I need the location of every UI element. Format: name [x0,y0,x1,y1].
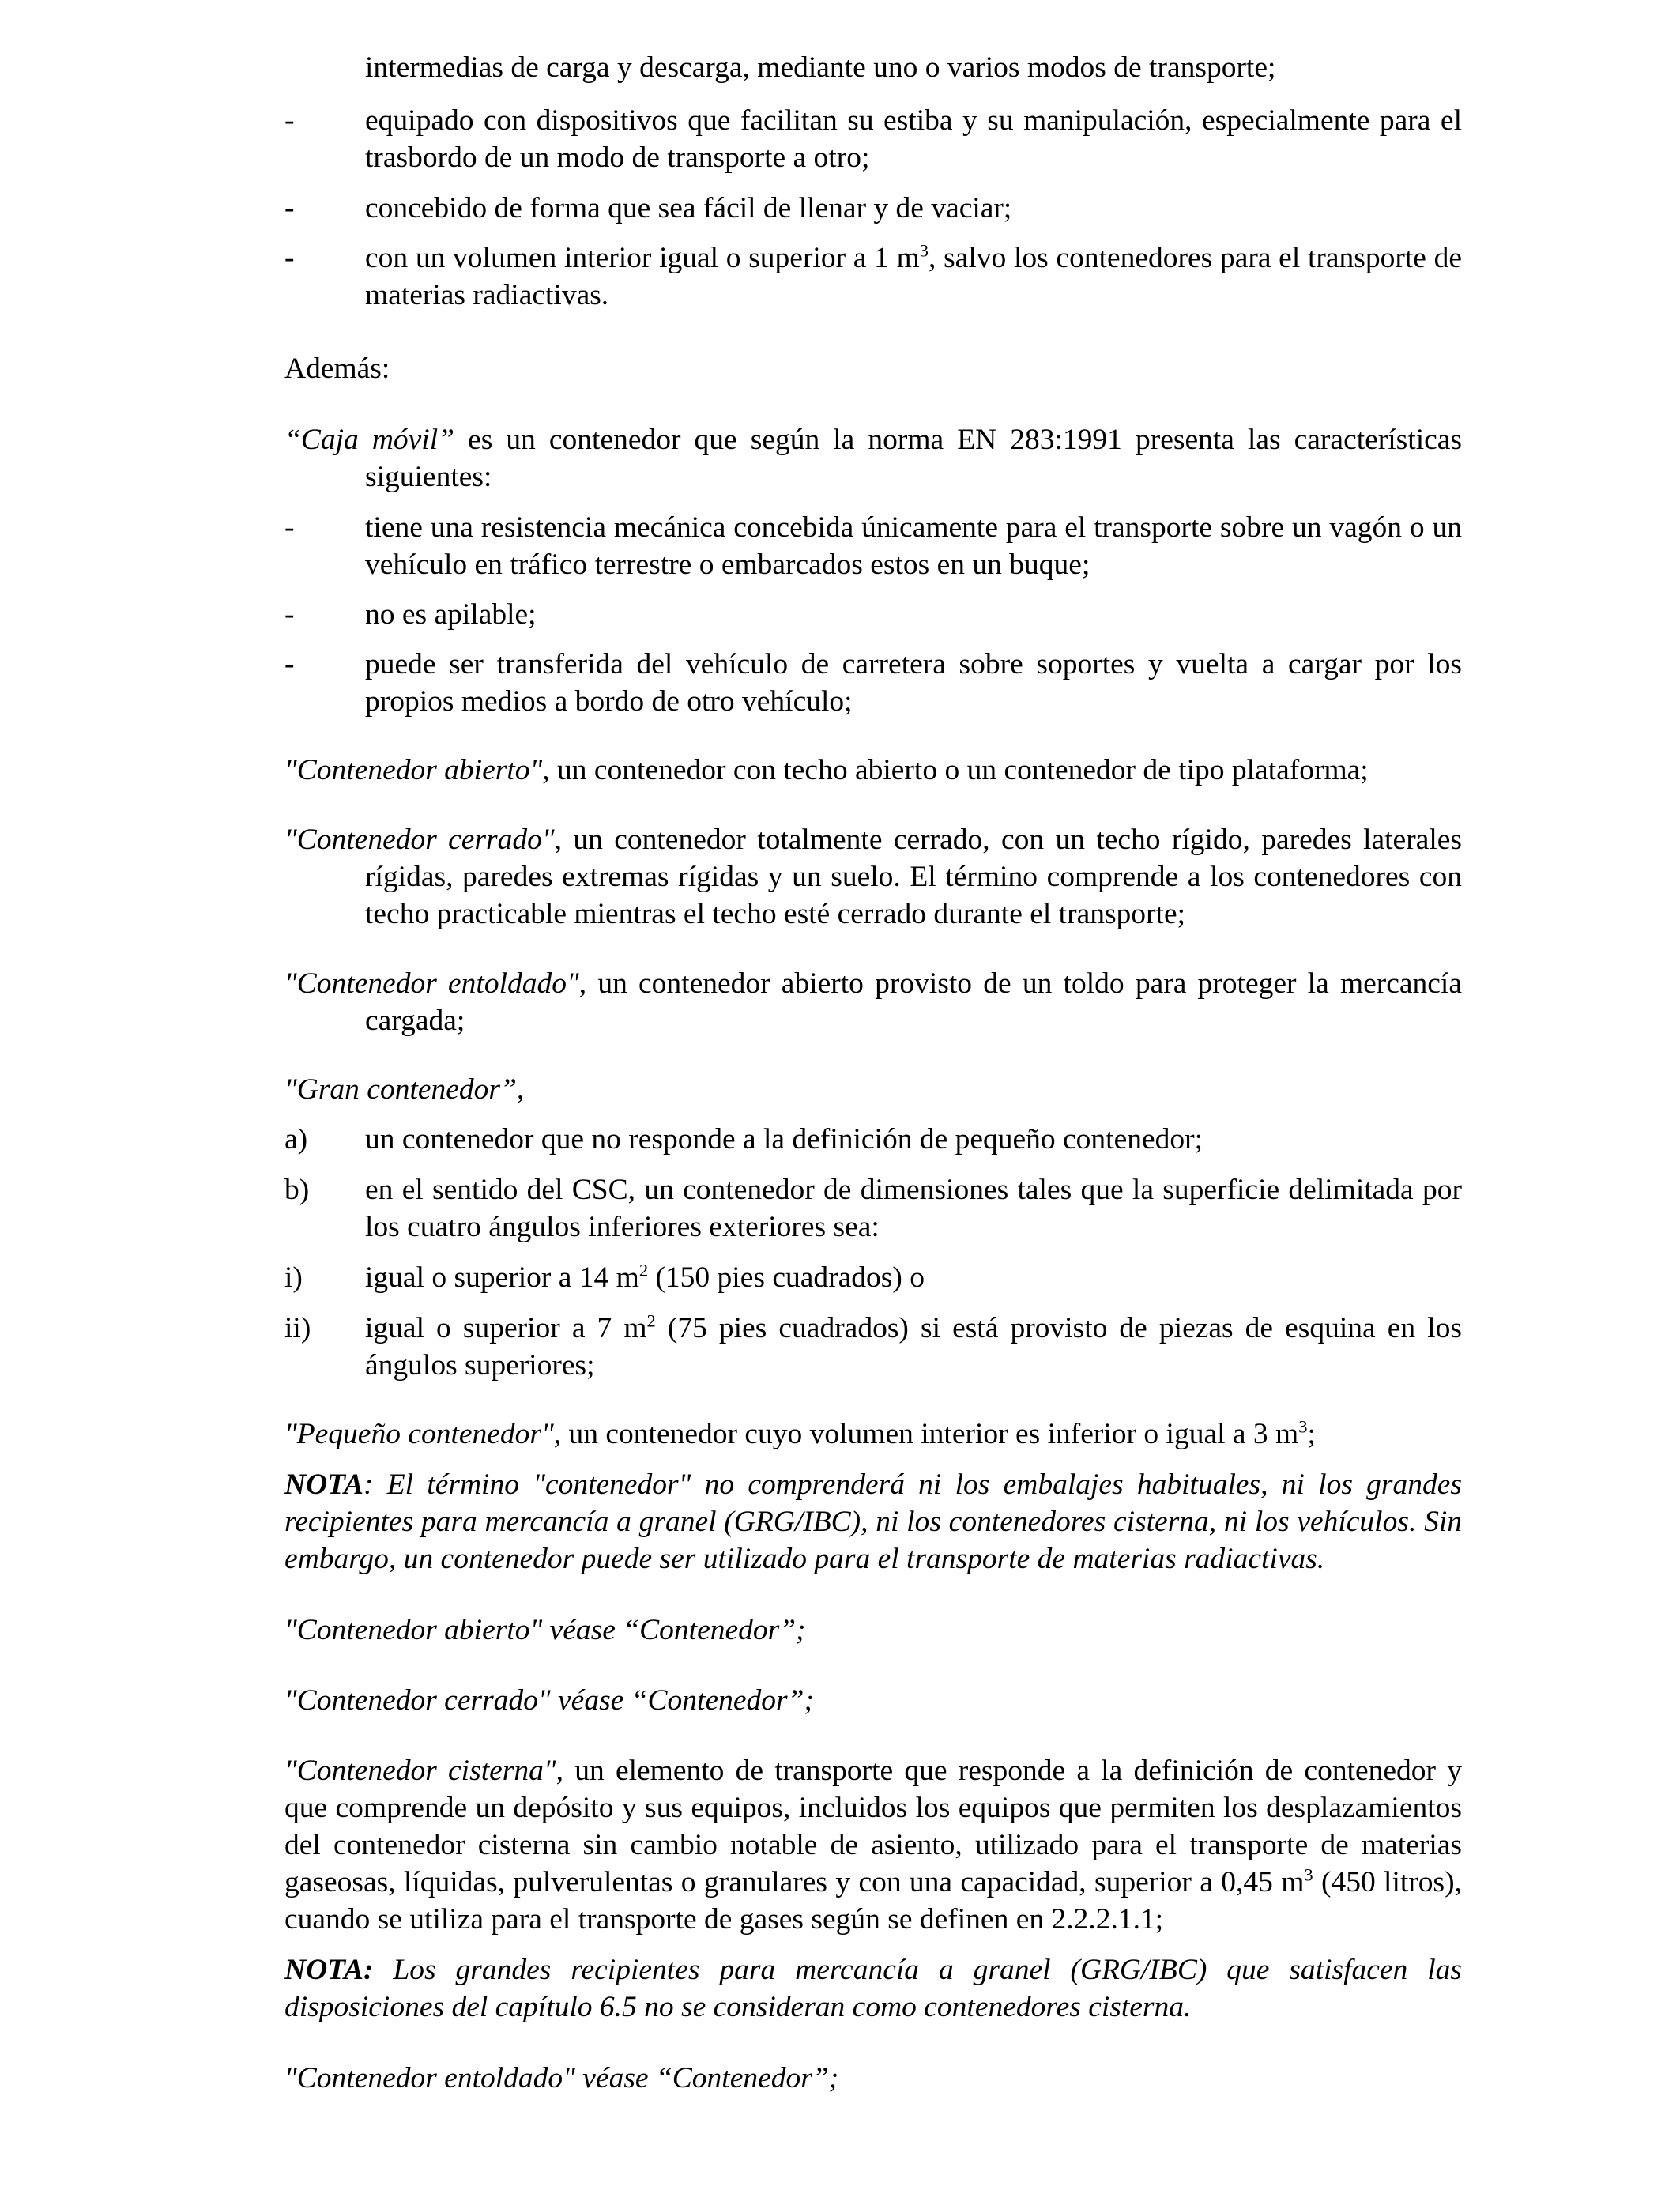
note-text: Los grandes recipientes para mercancía a granel (GRG/IBC) que satisfacen las disposiciones del capítulo 6.5 no se consideran como contenedores cisterna. [284,1954,1462,2023]
reference-contenedor-entoldado: "Contenedor entoldado" véase “Contenedor”; [284,2062,839,2094]
list-item [284,1259,1462,1296]
document-page [284,49,1462,2097]
defined-term: "Pequeño contenedor" [284,1418,554,1450]
defined-term: "Contenedor cisterna" [284,1755,556,1787]
list-item [284,1310,1462,1384]
definition-text: , un contenedor con techo abierto o un contenedor de tipo plataforma; [542,754,1369,786]
list-marker: ii) [284,1312,311,1344]
list-item [284,646,1462,720]
list-marker: b) [284,1174,310,1206]
bullet-list-caja-movil [284,509,1462,720]
list-item [284,102,1462,176]
list-item-text: un contenedor que no responde a la definición de pequeño contenedor; [365,1123,1203,1155]
list-item [284,596,1462,633]
definition-caja-movil [284,421,1462,496]
list-item-text: equipado con dispositivos que facilitan su estiba y su manipulación, especialmente para el trasbordo de un modo de transporte a otro; [365,104,1462,174]
definition-contenedor-cisterna [284,1752,1462,1938]
definition-pequeno-contenedor [284,1416,1462,1453]
list-item-text: con un volumen interior igual o superior a 1 $m^3$, salvo los contenedores para el transporte de materias radiactivas. [365,240,1462,311]
reference-contenedor-abierto: "Contenedor abierto" véase “Contenedor”; [284,1614,806,1646]
defined-term: "Contenedor abierto" [284,754,543,786]
list-marker: - [284,242,295,274]
definition-text: , un elemento de transporte que responde a la definición de contenedor y que comprende un depósito y sus equipos, incluidos los equipos que permiten los desplazamientos del contenedor cisterna sin cambio notable de asiento, utilizado para el transporte de materias gaseosas, líquidas, pulverulentas o granulares y con una capacidad, superior a 0,45 $m^3$ (450 litros), cuando se utiliza para el transporte de gases según se definen en 2.2.2.1.1; [284,1755,1462,1936]
reference-contenedor-cerrado: "Contenedor cerrado" véase “Contenedor”; [284,1684,814,1717]
list-item-text: concebido de forma que sea fácil de llenar y de vaciar; [365,192,1012,224]
ademas-label: Además: [284,352,390,385]
definition-text: , un contenedor totalmente cerrado, con un techo rígido, paredes laterales rígidas, paredes extremas rígidas y un suelo. El término comprende a los contenedores con techo practicable mientras el techo esté cerrado durante el transporte; [365,824,1462,930]
list-item [284,1121,1462,1158]
note-label: NOTA [284,1468,364,1501]
gran-contenedor-list [284,1121,1462,1384]
list-item [284,509,1462,583]
definition-text: , un contenedor abierto provisto de un toldo para proteger la mercancía cargada; [365,967,1462,1037]
list-item [284,1171,1462,1246]
definition-gran-contenedor: "Gran contenedor”, [284,1073,525,1106]
note-text: : El término "contenedor" no comprenderá ni los embalajes habituales, ni los grandes recipientes para mercancía a granel (GRG/IBC), ni los contenedores cisterna, ni los vehículos. Sin embargo, un contenedor puede ser utilizado para el transporte de materias radiactivas. [284,1468,1462,1575]
bullet-list-container-features [284,102,1462,314]
continued-line: intermedias de carga y descarga, mediante uno o varios modos de transporte; [365,51,1276,84]
definition-contenedor-entoldado [284,965,1462,1039]
note-contenedor [284,1466,1462,1578]
definition-text: , un contenedor cuyo volumen interior es inferior o igual a 3 $m^3$; [553,1416,1316,1450]
list-marker: a) [284,1123,308,1155]
list-item-text: en el sentido del CSC, un contenedor de dimensiones tales que la superficie delimitada por los cuatro ángulos inferiores exteriores sea: [365,1174,1462,1243]
definition-text: es un contenedor que según la norma EN 283:1991 presenta las características siguientes: [365,424,1462,493]
defined-term: “Caja móvil” [284,424,455,456]
list-item-text: no es apilable; [365,598,537,631]
defined-term: "Contenedor entoldado" [284,967,579,1000]
defined-term: "Contenedor cerrado" [284,824,555,856]
list-item-text: puede ser transferida del vehículo de carretera sobre soportes y vuelta a cargar por los propios medios a bordo de otro vehículo; [365,648,1462,718]
list-item-text: igual o superior a 14 $m^2$ (150 pies cuadrados) o [365,1260,925,1294]
list-item [284,239,1462,314]
list-marker: - [284,192,295,224]
list-marker: - [284,104,295,137]
note-label: NOTA: [284,1954,374,1986]
list-item-text: tiene una resistencia mecánica concebida únicamente para el transporte sobre un vagón o un vehículo en tráfico terrestre o embarcados estos en un buque; [365,511,1462,581]
list-marker: - [284,511,295,544]
list-item-text: igual o superior a 7 $m^2$ (75 pies cuadrados) si está provisto de piezas de esquina en los ángulos superiores; [365,1310,1462,1382]
list-item [284,190,1462,227]
definition-contenedor-abierto [284,752,1462,789]
definition-contenedor-cerrado [284,821,1462,933]
list-marker: i) [284,1261,303,1294]
note-contenedor-cisterna [284,1951,1462,2026]
list-marker: - [284,648,295,680]
list-marker: - [284,598,295,631]
